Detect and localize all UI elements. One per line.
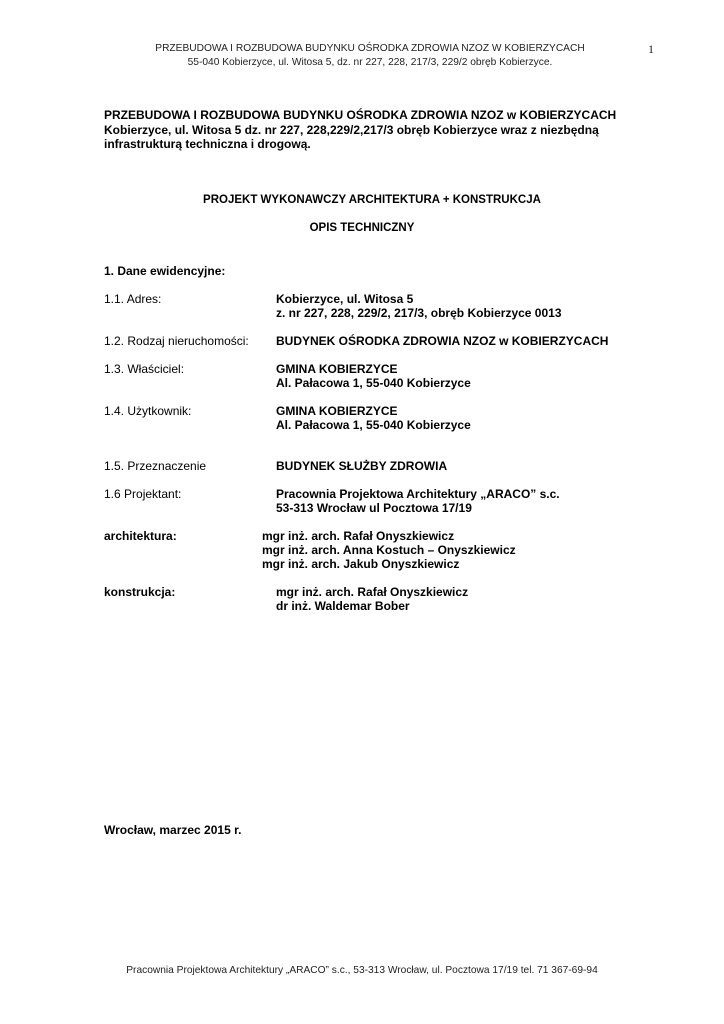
title-line-3: infrastrukturą techniczna i drogową. bbox=[104, 137, 311, 151]
row-label: 1.2. Rodzaj nieruchomości: bbox=[104, 334, 249, 348]
page-number: 1 bbox=[648, 42, 654, 56]
value-line: Kobierzyce, ul. Witosa 5 bbox=[276, 292, 414, 306]
document-title bbox=[104, 108, 644, 152]
value-line: BUDYNEK SŁUŻBY ZDROWIA bbox=[276, 459, 448, 473]
row-value bbox=[276, 585, 468, 613]
row-label: 1.4. Użytkownik: bbox=[104, 404, 192, 418]
value-line: dr inż. Waldemar Bober bbox=[276, 599, 410, 613]
row-label: architektura: bbox=[104, 529, 177, 543]
header-line-1: PRZEBUDOWA I ROZBUDOWA BUDYNKU OŚRODKA ZDROWIA NZOZ W KOBIERZYCACH bbox=[155, 43, 585, 54]
value-line: Al. Pałacowa 1, 55-040 Kobierzyce bbox=[276, 418, 471, 432]
row-value bbox=[276, 334, 608, 348]
value-line: mgr inż. arch. Jakub Onyszkiewicz bbox=[262, 557, 460, 571]
value-line: mgr inż. arch. Rafał Onyszkiewicz bbox=[276, 585, 469, 599]
row-value bbox=[276, 362, 471, 390]
row-label: 1.3. Właściciel: bbox=[104, 362, 185, 376]
title-line-1: PRZEBUDOWA I ROZBUDOWA BUDYNKU OŚRODKA ZDROWIA NZOZ w KOBIERZYCACH bbox=[104, 108, 617, 122]
value-line: BUDYNEK OŚRODKA ZDROWIA NZOZ w KOBIERZYCACH bbox=[276, 334, 609, 348]
page-footer: Pracownia Projektowa Architektury „ARACO” s.c., 53-313 Wrocław, ul. Pocztowa 17/19 tel. 71 367-69-94 bbox=[126, 965, 598, 976]
page-header bbox=[110, 42, 630, 70]
row-value bbox=[276, 487, 560, 515]
value-line: Pracownia Projektowa Architektury „ARACO” s.c. bbox=[276, 487, 560, 501]
row-value bbox=[276, 404, 471, 432]
header-line-2: 55-040 Kobierzyce, ul. Witosa 5, dz. nr 227, 228, 217/3, 229/2 obręb Kobierzyce. bbox=[187, 57, 553, 68]
value-line: mgr inż. arch. Rafał Onyszkiewicz bbox=[262, 529, 455, 543]
value-line: GMINA KOBIERZYCE bbox=[276, 404, 398, 418]
value-line: GMINA KOBIERZYCE bbox=[276, 362, 398, 376]
section-title: 1. Dane ewidencyjne: bbox=[104, 264, 226, 278]
row-value bbox=[262, 529, 516, 571]
row-label: 1.6 Projektant: bbox=[104, 487, 182, 501]
date-line: Wrocław, marzec 2015 r. bbox=[104, 823, 242, 837]
row-label: konstrukcja: bbox=[104, 585, 176, 599]
value-line: z. nr 227, 228, 229/2, 217/3, obręb Kobierzyce 0013 bbox=[276, 306, 562, 320]
value-line: Al. Pałacowa 1, 55-040 Kobierzyce bbox=[276, 376, 471, 390]
row-label: 1.5. Przeznaczenie bbox=[104, 459, 207, 473]
project-title: PROJEKT WYKONAWCZY ARCHITEKTURA + KONSTRUKCJA bbox=[203, 194, 541, 206]
title-line-2: Kobierzyce, ul. Witosa 5 dz. nr 227, 228,229/2,217/3 obręb Kobierzyce wraz z niezbędną bbox=[104, 122, 599, 137]
value-line: mgr inż. arch. Anna Kostuch – Onyszkiewicz bbox=[262, 543, 516, 557]
opis-title: OPIS TECHNICZNY bbox=[309, 222, 415, 234]
row-label: 1.1. Adres: bbox=[104, 292, 162, 306]
value-line: 53-313 Wrocław ul Pocztowa 17/19 bbox=[276, 501, 472, 515]
row-value bbox=[276, 292, 562, 320]
row-value bbox=[276, 459, 447, 473]
